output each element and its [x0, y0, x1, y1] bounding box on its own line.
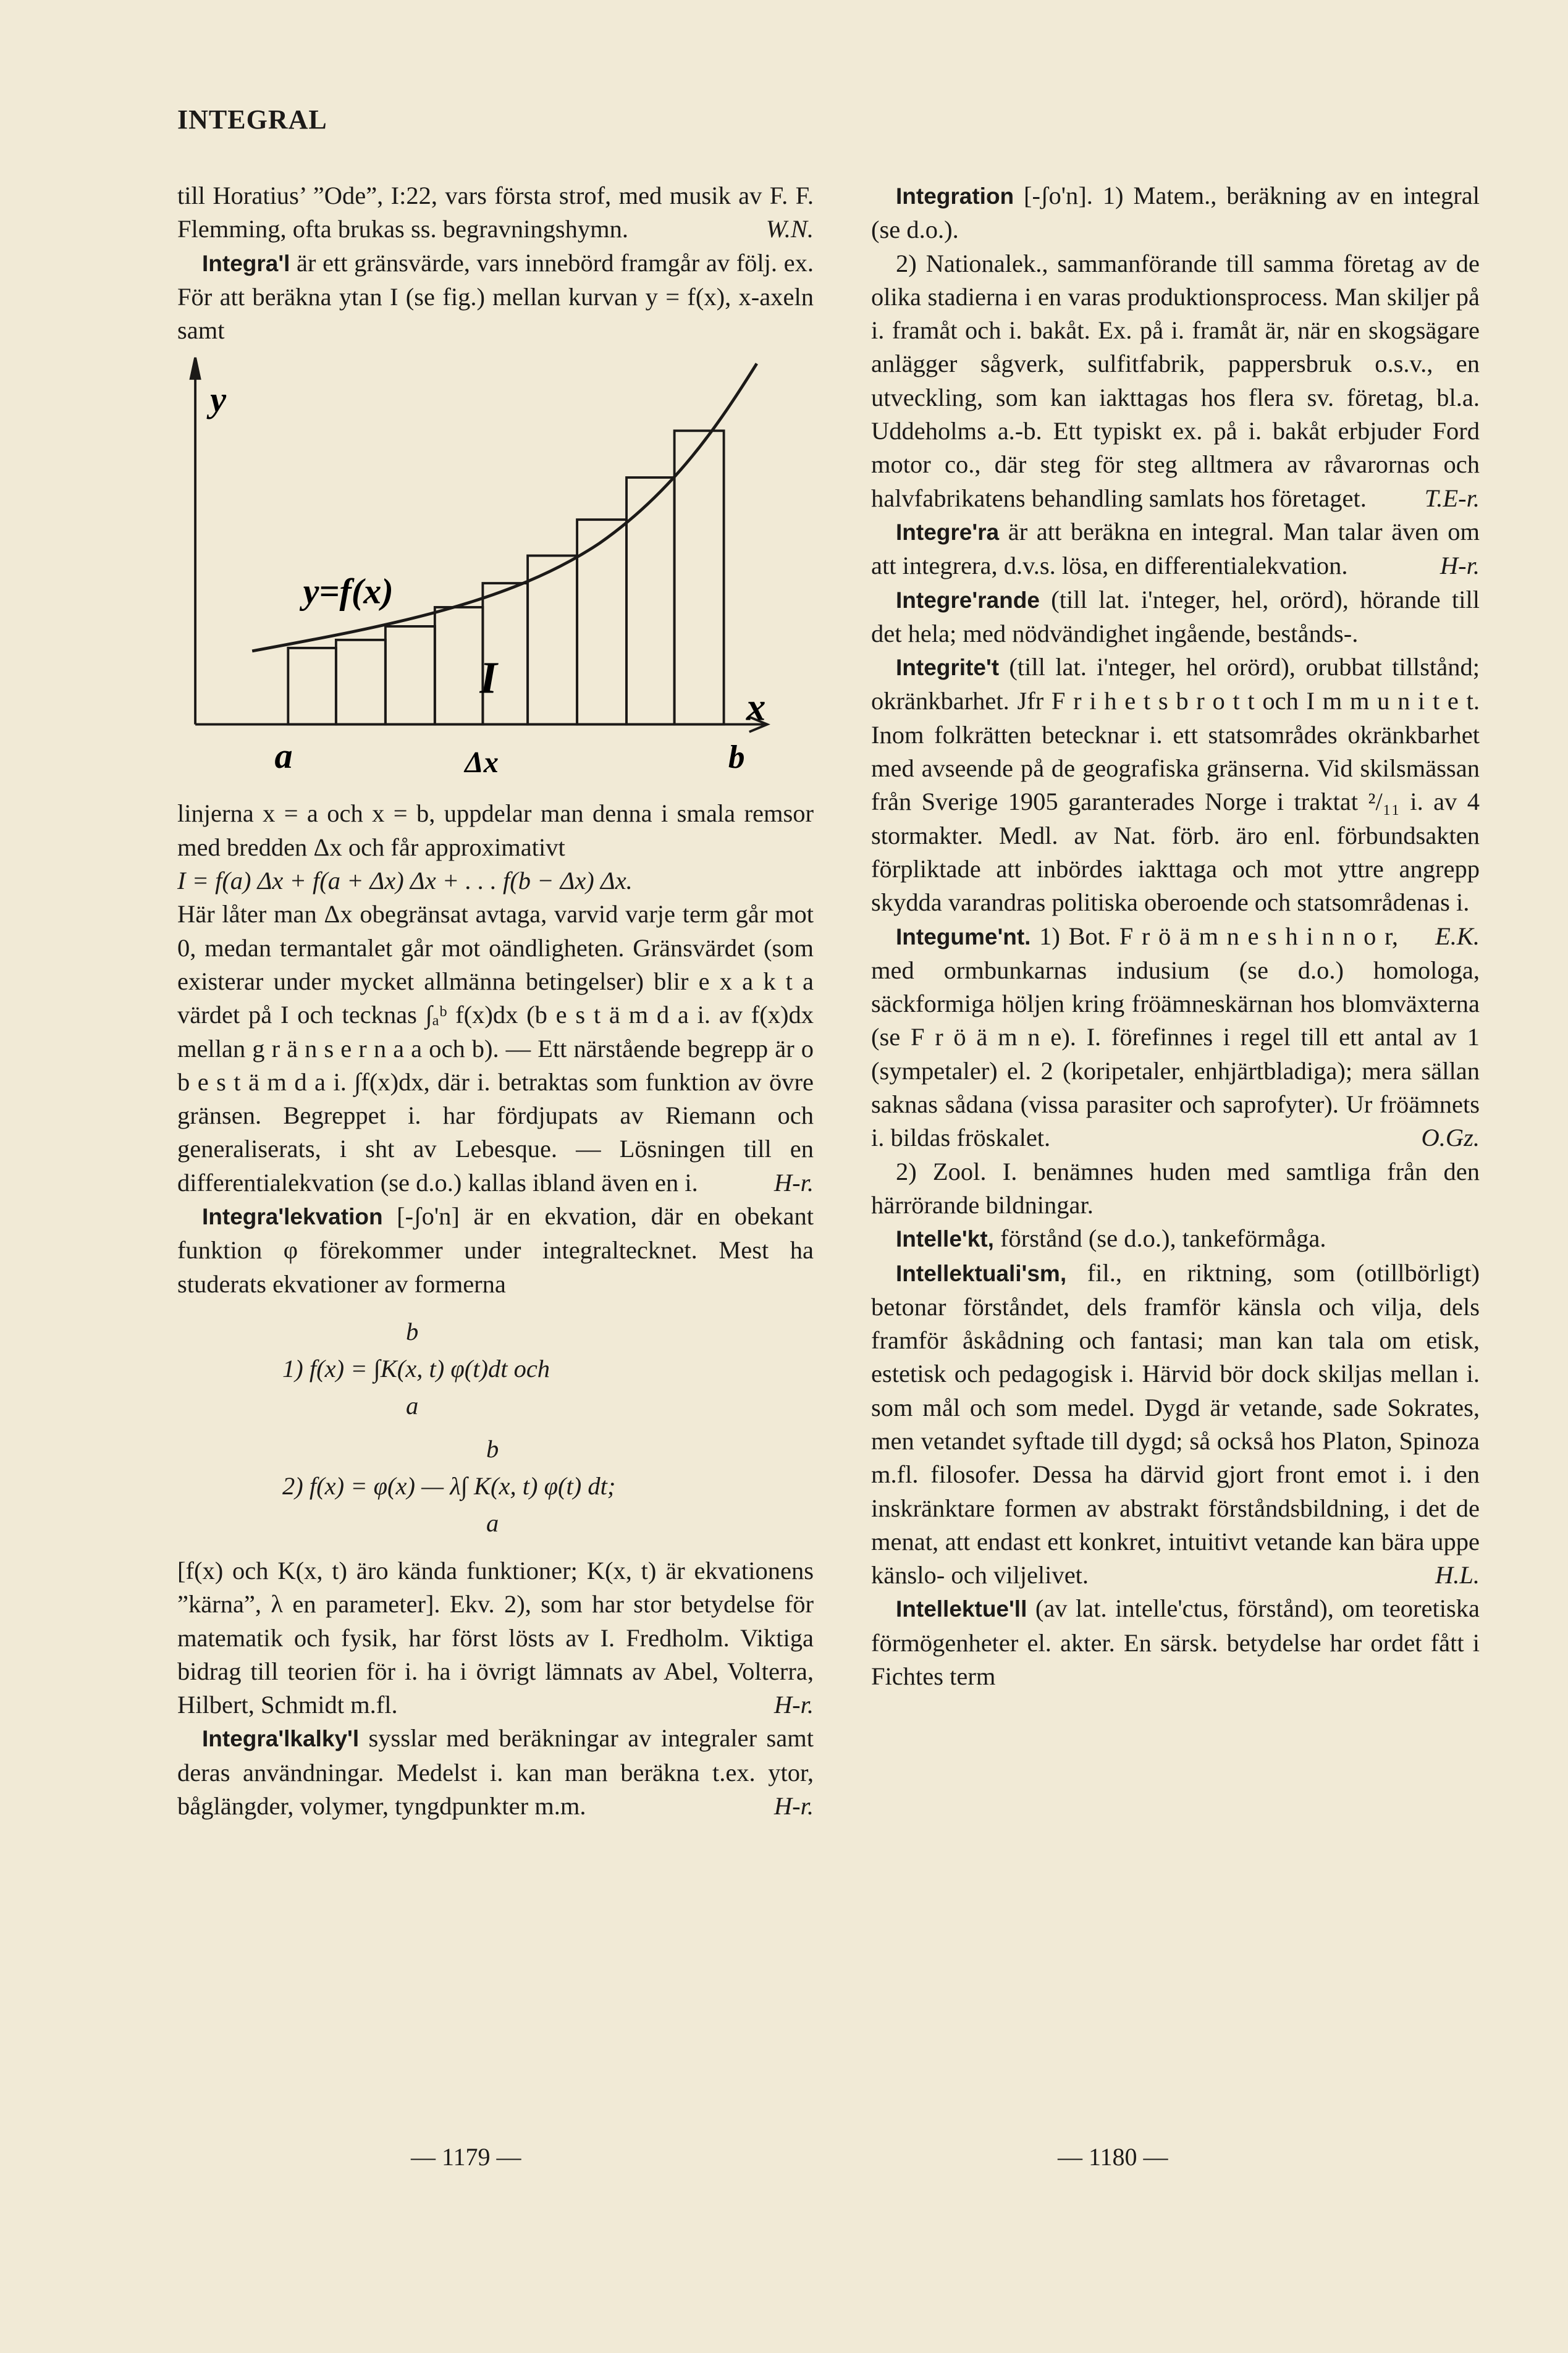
- left-column: [177, 179, 814, 1823]
- entry-head: Integrite't: [896, 655, 1000, 681]
- upper-limit: b: [406, 1317, 419, 1345]
- curve-label: y=f(x): [303, 571, 394, 612]
- riemann-rectangle: [626, 478, 675, 725]
- signature: H-r.: [1439, 552, 1480, 580]
- entry-head: Intellektuali'sm,: [896, 1260, 1067, 1286]
- right-column: [871, 179, 1480, 1693]
- riemann-rectangle: [336, 640, 386, 725]
- entry-head: Integre'ra: [896, 519, 1000, 545]
- lower-limit: a: [486, 1509, 499, 1537]
- entry-text: 2) Nationalek., sammanförande till samma företag av de olika stadierna i en varas produktionsprocess. Man skiljer på i. framåt och i. bakåt. Ex. på i. framåt är, när en skogsägare anlägger sågverk, sulfitfabrik, pappersbruk o.s.v., en utveckling, som kan iakttagas hos flera sv. företag, bl.a. Uddeholms a.-b. Ett typiskt ex. på i. bakåt erbjuder Ford motor co., där steg för steg alltmera av råvarornas och halvfabrikatens behandling samlats hos företaget.: [871, 249, 1480, 512]
- entry-text: (av lat. intelle'ctus, förstånd), om teoretiska förmögenheter el. akter. En särsk. betydelse har ordet fått i Fichtes term: [871, 1594, 1480, 1691]
- integral-diagram: [177, 351, 814, 789]
- y-axis-arrow: [191, 358, 200, 379]
- signature: H.L.: [1435, 1561, 1480, 1589]
- entry-text: [-ʃo'n]. 1) Matem., beräkning av en integral (se d.o.).: [871, 182, 1480, 244]
- entry-head: Integre'rande: [896, 587, 1040, 613]
- entry-text: 1) Bot. F r ö ä m n e s h i n n o r, med ormbunkarnas indusium (se d.o.) homologa, säckformiga höljen kring fröämneskärnan hos blomväxterna (se F r ö ä m n e). I. förefinnes i regel till ett antal av 1 (sympetaler) el. 2 (koripetaler, enhjärtbladiga); mera sällan saknas sådana (vissa parasiter och saprofyter). Ur fröämnets i. bildas fröskalet.: [871, 922, 1480, 1152]
- riemann-rectangle: [528, 556, 577, 725]
- entry-intellektuell: [871, 1592, 1480, 1693]
- entry-integrera: [871, 515, 1480, 583]
- entry-text: till Horatius’ ”Ode”, I:22, vars första strof, med musik av F. F. Flemming, ofta brukas ss. begravningshymn.: [177, 182, 814, 243]
- entry-integralekvation: [177, 1200, 814, 1301]
- entry-text: [-ʃo'n] är en ekvation, där en obekant funktion φ förekommer under integraltecknet. Mest ha studerats ekvationer av formerna: [177, 1202, 814, 1298]
- entry-text: är att beräkna en integral. Man talar även om att integrera, d.v.s. lösa, en differentialekvation.: [871, 517, 1480, 580]
- entry-head: Integume'nt.: [896, 924, 1031, 949]
- riemann-rectangle: [288, 648, 336, 725]
- entry-integralkalkyl: [177, 1722, 814, 1823]
- dx-label: Δx: [465, 746, 499, 780]
- entry-text: (till lat. i'nteger, hel orörd), orubbat tillstånd; okränkbarhet. Jfr F r i h e t s b r o t t och I m m u n i t e t. Inom folkrätten betecknar i. ett statsområdes okränkbarhet med avseende på de geografiska gränserna. Vid skilsmässan från Sverige 1905 garanterades Norge i traktat ²/₁₁ i. av 4 stormakter. Medl. av Nat. förb. äro enl. förbundsakten förpliktade att inbördes iakttaga och mot yttre angrepp skydda varandras politiska oberoende och statsområdenas i.: [871, 653, 1480, 917]
- entry-text: Här låter man Δx obegränsat avtaga, varvid varje term går mot 0, medan termantalet går mot oändligheten. Gränsvärdet (som existerar under mycket allmänna betingelser) blir e x a k t a värdet på I och tecknas ∫ₐᵇ f(x)dx (b e s t ä m d a i. av f(x)dx mellan g r ä n s e r n a a och b). — Ett närstående begrepp är o b e s t ä m d a i. ∫f(x)dx, där i. betraktas som funktion av övre gränsen. Begreppet i. har fördjupats av Riemann och generaliserats, i sht av Lebesque. — Lösningen till en differentialekvation (se d.o.) kallas ibland även en i.: [177, 900, 814, 1197]
- equation-body: 1) f(x) = ∫K(x, t) φ(t)dt och: [282, 1354, 550, 1383]
- entry-head: Integration: [896, 183, 1014, 209]
- entry-head: Intellektue'll: [896, 1596, 1027, 1622]
- running-header: INTEGRAL: [177, 104, 327, 135]
- entry-text: förstånd (se d.o.), tankeförmåga.: [993, 1224, 1326, 1253]
- riemann-rectangle: [435, 607, 483, 725]
- riemann-rectangle: [386, 626, 435, 725]
- signature: T.E-r.: [1424, 484, 1480, 512]
- signature: H-r.: [773, 1168, 814, 1197]
- paragraph: linjerna x = a och x = b, uppdelar man denna i smala remsor med bredden Δx och får approximativt: [177, 799, 814, 861]
- entry-head: Integra'lekvation: [202, 1204, 383, 1230]
- signature: H-r.: [773, 1691, 814, 1719]
- sum-formula: I = f(a) Δx + f(a + Δx) Δx + . . . f(b − Δx) Δx.: [177, 867, 633, 895]
- equation-body: 2) f(x) = φ(x) — λ∫ K(x, t) φ(t) dt;: [282, 1471, 616, 1500]
- entry-text: (till lat. i'nteger, hel, orörd), hörande till det hela; med nödvändighet ingående, bestånds-.: [871, 585, 1480, 647]
- signature: E.K.: [1435, 922, 1480, 950]
- paragraph: [871, 247, 1480, 515]
- area-label: I: [479, 653, 497, 704]
- signature: H-r.: [773, 1792, 814, 1821]
- a-label: a: [274, 736, 293, 777]
- paragraph: 2) Zool. I. benämnes huden med samtliga från den härrörande bildningar.: [871, 1157, 1480, 1219]
- entry-integration: [871, 179, 1480, 247]
- b-label: b: [728, 738, 745, 776]
- entry-head: Integra'l: [202, 250, 290, 276]
- equation-2: [177, 1431, 814, 1542]
- upper-limit: b: [486, 1434, 499, 1463]
- riemann-rectangle: [675, 431, 724, 725]
- entry-integrerande: [871, 583, 1480, 651]
- lower-limit: a: [406, 1391, 419, 1420]
- equation-1: [177, 1313, 814, 1425]
- integral-figure: [177, 351, 814, 789]
- paragraph: [177, 1554, 814, 1722]
- signature: O.Gz.: [1421, 1124, 1480, 1152]
- entry-integral: [177, 246, 814, 348]
- riemann-rectangle: [577, 520, 626, 725]
- y-label: y: [210, 379, 227, 420]
- entry-continuation: [177, 179, 814, 246]
- x-label: x: [746, 685, 766, 729]
- entry-text: [f(x) och K(x, t) äro kända funktioner; K(x, t) är ekvationens ”kärna”, λ en parameter]. Ekv. 2), som har stor betydelse för matematik och fysik, har först lösts av I. Fredholm. Viktiga bidrag till teorien för i. ha i övrigt lämnats av Abel, Volterra, Hilbert, Schmidt m.fl.: [177, 1556, 814, 1719]
- entry-head: Intelle'kt,: [896, 1226, 994, 1252]
- entry-intellekt: [871, 1222, 1480, 1256]
- entry-head: Integra'lkalky'l: [202, 1726, 360, 1752]
- signature: W.N.: [765, 215, 814, 243]
- entry-text: sysslar med beräkningar av integraler samt deras användningar. Medelst i. kan man beräkna t.ex. ytor, båglängder, volymer, tyngdpunkter m.m.: [177, 1724, 814, 1821]
- page-number-left: — 1179 —: [411, 2143, 521, 2171]
- page-number-right: — 1180 —: [1058, 2143, 1168, 2171]
- paragraph: [177, 898, 814, 1200]
- entry-text: är ett gränsvärde, vars innebörd framgår av följ. ex. För att beräkna ytan I (se fig.) mellan kurvan y = f(x), x-axeln samt: [177, 248, 814, 345]
- entry-text: fil., en riktning, som (otillbörligt) betonar förståndet, dels framför känsla och vilja, dels framför åskådning och fantasi; man kan tala om etisk, estetisk och pedagogisk i. Härvid bör dock skiljas mellan i. som mål och som medel. Dygd är vetande, sade Sokrates, men vetandet syftade till dygd; så också hos Platon, Spinoza m.fl. filosofer. Dessa ha därvid gjort front emot i. i den inskränktare formen av abstrakt förståndsbildning, i det de menat, att endast ett konkret, intuitivt vetande kan bära uppe känslo- och viljelivet.: [871, 1258, 1480, 1589]
- entry-intellektualism: [871, 1256, 1480, 1593]
- entry-integument: [871, 920, 1480, 1155]
